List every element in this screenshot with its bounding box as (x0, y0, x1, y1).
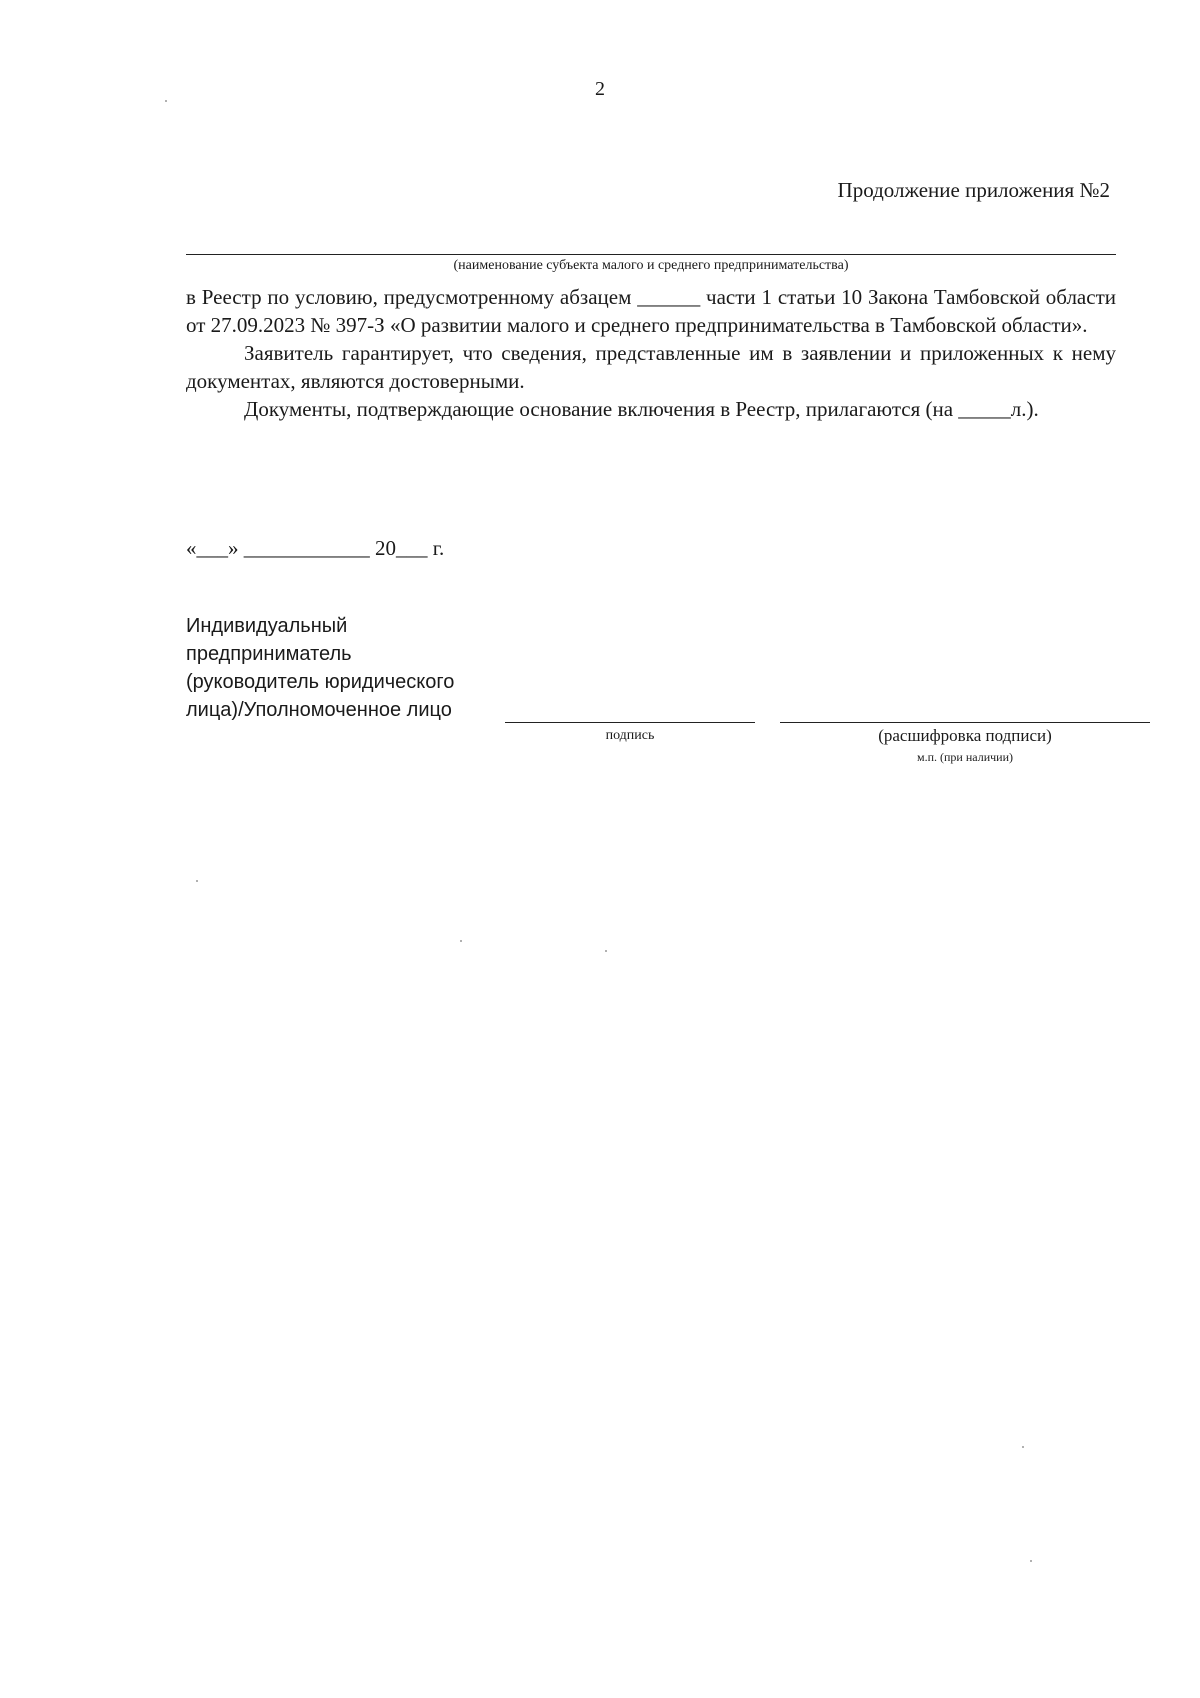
scan-speck (165, 100, 167, 102)
body-text (186, 283, 1116, 423)
paragraph-attached-documents: Документы, подтверждающие основание включения в Реестр, прилагаются (на _____л.). (244, 397, 1039, 421)
signatory-role (186, 612, 506, 724)
signature-line (505, 722, 755, 723)
signature-decode-line (780, 722, 1150, 723)
scan-speck (196, 880, 198, 882)
role-line: Индивидуальный (186, 615, 348, 637)
entity-name-line (186, 254, 1116, 255)
stamp-caption: м.п. (при наличии) (917, 750, 1013, 764)
role-line: лица)/Уполномоченное лицо (186, 699, 452, 721)
paragraph-applicant-guarantee: Заявитель гарантирует, что сведения, представленные им в заявлении и приложенных к нему документах, являются достоверными. (186, 341, 1116, 393)
date-line: «___» ____________ 20___ г. (186, 536, 445, 560)
role-line: (руководитель юридического (186, 671, 455, 693)
scan-speck (1030, 1560, 1032, 1562)
scan-speck (460, 940, 462, 942)
role-line: предприниматель (186, 643, 352, 665)
signature-caption: подпись (605, 728, 655, 743)
paragraph-registry-condition: в Реестр по условию, предусмотренному абзацем ______ части 1 статьи 10 Закона Тамбовской области от 27.09.2023 № 397-З «О развитии малого и среднего предпринимательства в Тамбовской области». (186, 285, 1116, 337)
continuation-header: Продолжение приложения №2 (837, 178, 1110, 202)
scan-speck (1022, 1446, 1024, 1448)
signature-decode-caption: (расшифровка подписи) (878, 726, 1052, 745)
page-number: 2 (595, 78, 605, 100)
entity-name-caption: (наименование субъекта малого и среднего предпринимательства) (453, 258, 849, 273)
scan-speck (605, 950, 607, 952)
